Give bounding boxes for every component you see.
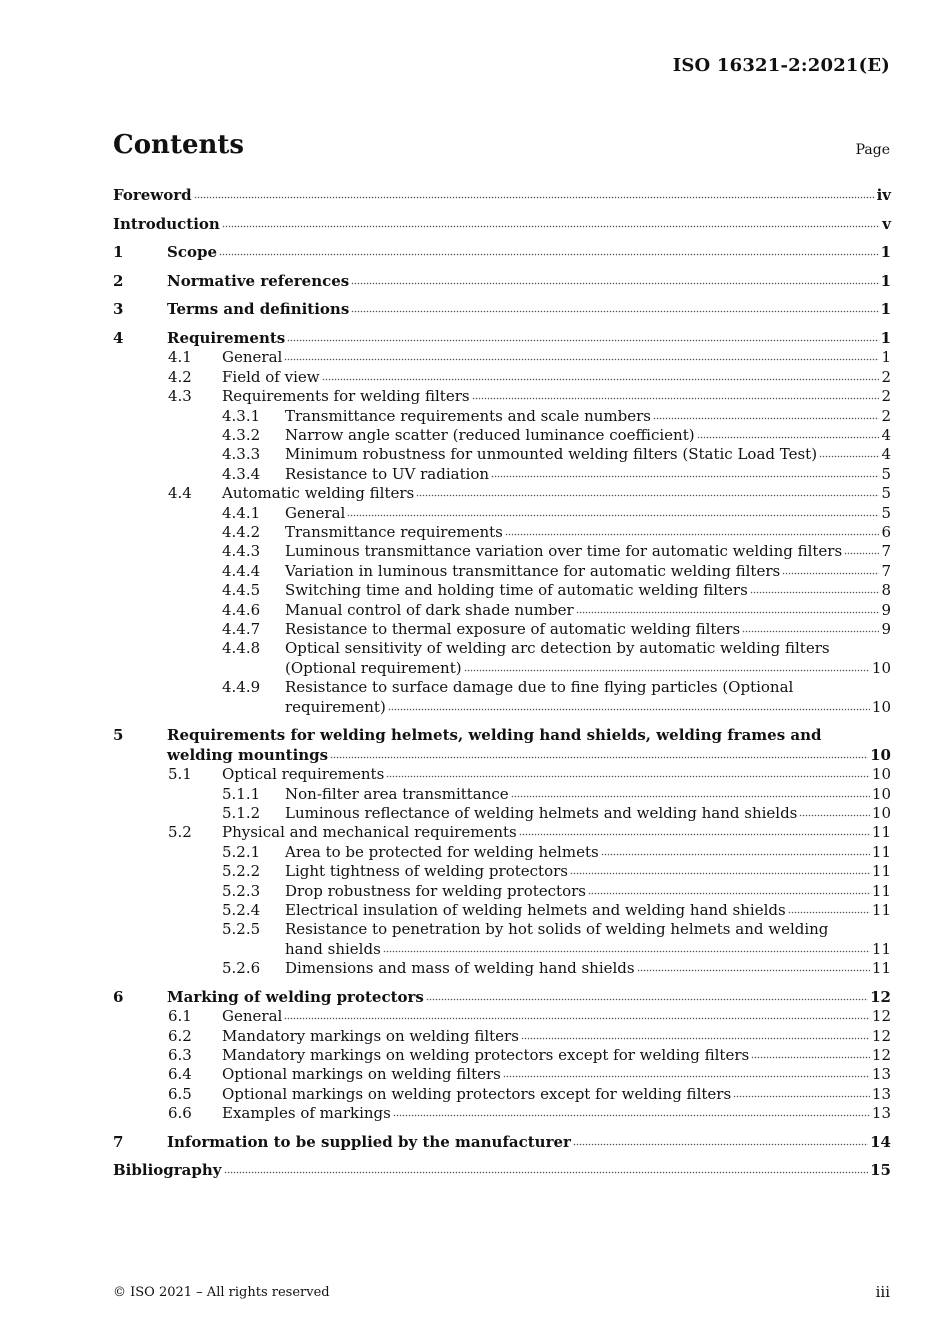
toc-entry-title: Resistance to UV radiation [285,464,490,483]
copyright-notice: © ISO 2021 – All rights reserved [113,1285,330,1300]
toc-entry-page: 5 [881,503,891,522]
toc-entry-title: Narrow angle scatter (reduced luminance coefficient) [285,426,695,444]
toc-entry-number: 4.3.4 [222,464,261,483]
dot-leader [383,950,870,953]
toc-entry-title: Luminous transmittance variation over time for automatic welding filters [285,542,843,561]
toc-entry-page: 12 [871,1026,891,1045]
toc-entry[interactable] [113,620,891,639]
dot-leader [844,552,879,555]
toc-entry-number: 5.2.3 [222,881,261,900]
toc-entry-page: 13 [871,1104,891,1123]
dot-leader [222,225,880,228]
toc-entry-page: iv [876,186,891,204]
toc-entry-number: 4.3 [168,387,192,406]
toc-entry-title: Transmittance requirements and scale numbers [285,406,651,425]
toc-entry[interactable] [113,426,891,445]
dot-leader [573,1143,868,1146]
toc-entry[interactable] [113,300,891,319]
toc-entry[interactable] [113,843,891,862]
toc-entry-title: requirement) [285,697,386,716]
toc-entry-number: 4.4.1 [222,503,261,522]
toc-entry-title: Bibliography [113,1161,222,1180]
toc-entry[interactable] [113,959,891,978]
dot-leader [416,494,879,497]
toc-entry-page: 4 [881,445,891,464]
toc-entry-title-line1: Optical sensitivity of welding arc detection by automatic welding filters [285,639,830,658]
page-column-label: Page [855,142,890,158]
toc-entry-page: 14 [870,1132,891,1151]
toc-entry[interactable] [113,1133,891,1152]
toc-entry-number: 6.5 [168,1084,192,1103]
dot-leader [653,417,879,420]
toc-entry-number: 4.2 [168,367,192,386]
dot-leader [601,853,870,856]
dot-leader [521,1037,870,1040]
toc-entry-number: 3 [113,300,124,319]
toc-entry[interactable] [113,542,891,561]
toc-entry-page: v [882,214,891,233]
toc-entry[interactable] [113,1007,891,1026]
toc-entry-title: Mandatory markings on welding filters [222,1026,519,1045]
page-title: Contents [113,130,245,160]
dot-leader [637,969,870,972]
toc-entry-title: Foreword [113,186,192,204]
toc-entry-number: 4.4.6 [222,600,261,619]
toc-entry-title-line1: Resistance to penetration by hot solids of welding helmets and welding [285,920,829,939]
toc-entry-number: 4.4.7 [222,620,261,639]
dot-leader [347,514,879,517]
dot-leader [742,630,879,633]
toc-entry-page: 11 [871,881,891,900]
toc-entry-number: 5.1.1 [222,784,261,803]
toc-entry[interactable] [113,243,891,262]
toc-entry-page: 11 [871,842,891,861]
toc-entry-title: Variation in luminous transmittance for automatic welding filters [285,561,781,580]
dot-leader [322,378,880,381]
dot-leader [570,872,870,875]
dot-leader [393,1114,870,1117]
toc-entry[interactable] [113,445,891,464]
dot-leader [426,998,868,1001]
toc-entry-title: Physical and mechanical requirements [222,823,517,842]
toc-entry-page: 5 [881,464,891,483]
toc-entry-page: 2 [881,406,891,425]
toc-entry-page: 13 [871,1084,891,1103]
toc-entry-title-line1: Requirements for welding helmets, welding hand shields, welding frames and [167,726,822,745]
toc-entry-page: 11 [871,823,891,842]
dot-leader [819,455,879,458]
toc-entry[interactable] [113,601,891,620]
toc-entry-page: 10 [871,765,891,784]
toc-entry[interactable] [113,882,891,901]
toc-entry-title-line1: Resistance to surface damage due to fine flying particles (Optional [285,678,794,697]
toc-entry-page: 10 [870,745,891,764]
toc-entry-page: 11 [871,900,891,919]
toc-entry-title: Marking of welding protectors [167,987,424,1006]
toc-entry-number: 5.1.2 [222,803,261,822]
toc-entry[interactable] [113,1046,891,1065]
toc-entry[interactable] [113,407,891,426]
toc-entry-number: 6.1 [168,1007,192,1026]
toc-entry[interactable] [113,901,891,920]
dot-leader [750,591,880,594]
toc-entry[interactable] [113,1027,891,1046]
toc-entry[interactable] [113,1104,891,1123]
toc-entry[interactable] [113,504,891,523]
toc-entry-title: Scope [167,243,218,262]
toc-entry-page: 1 [881,348,891,367]
standard-identifier: ISO 16321-2:2021(E) [672,55,890,76]
toc-entry[interactable] [113,523,891,542]
toc-entry-title: Automatic welding filters [222,484,415,503]
toc-entry-title: Electrical insulation of welding helmets and welding hand shields [285,900,786,919]
toc-entry-number: 7 [113,1132,124,1151]
dot-leader [287,339,878,342]
toc-entry-title: hand shields [285,939,381,958]
toc-entry-number: 4.3.2 [222,426,261,444]
toc-entry-title: Optional markings on welding protectors except for welding filters [222,1084,732,1103]
toc-entry[interactable] [113,215,891,234]
toc-entry-number: 5.2.2 [222,862,261,881]
toc-entry-page: 13 [871,1065,891,1084]
dot-leader [503,1075,870,1078]
toc-entry[interactable] [113,1085,891,1104]
toc-entry-number: 5 [113,726,124,745]
dot-leader [351,310,878,313]
toc-entry-number: 5.2 [168,823,192,842]
toc-entry-page: 2 [881,387,891,406]
toc-entry-number: 6.2 [168,1026,192,1045]
toc-entry-page: 11 [871,959,891,978]
dot-leader [733,1095,870,1098]
toc-entry-page: 1 [880,300,891,319]
toc-entry-page: 9 [881,620,891,639]
toc-entry-number: 6 [113,987,124,1006]
dot-leader [588,892,870,895]
toc-entry-title: Terms and definitions [167,300,350,319]
toc-entry-number: 5.2.4 [222,900,261,919]
toc-entry-number: 5.2.5 [222,920,261,939]
dot-leader [351,282,878,285]
toc-entry-title: welding mountings [167,745,329,764]
dot-leader [194,196,875,199]
toc-entry[interactable] [113,465,891,484]
dot-leader [464,669,870,672]
toc-entry[interactable] [113,186,891,205]
dot-leader [505,533,880,536]
dot-leader [472,397,880,400]
table-of-contents [113,186,891,1181]
toc-entry-page: 6 [881,523,891,542]
toc-entry-page: 1 [880,243,891,262]
toc-entry-number: 1 [113,243,124,262]
toc-entry-page: 10 [871,803,891,822]
dot-leader [491,475,879,478]
dot-leader [386,775,870,778]
toc-entry-number: 2 [113,271,124,290]
dot-leader [284,358,879,361]
toc-entry-title: Area to be protected for welding helmets [285,842,599,861]
toc-entry-page: 1 [880,328,891,347]
toc-entry[interactable] [113,484,891,503]
toc-entry-number: 4.4.8 [222,639,261,658]
dot-leader [224,1171,869,1174]
toc-entry-title: Field of view [222,367,320,386]
toc-entry[interactable] [113,765,891,784]
toc-entry[interactable] [113,1161,891,1180]
toc-entry[interactable] [113,639,891,678]
toc-entry-title: Non-filter area transmittance [285,784,509,803]
toc-entry-title: Optical requirements [222,765,385,784]
toc-entry[interactable] [113,823,891,842]
dot-leader [284,1017,870,1020]
toc-entry-number: 4.1 [168,348,192,367]
dot-leader [330,756,868,759]
toc-entry-page: 4 [881,426,891,444]
dot-leader [782,572,879,575]
toc-entry[interactable] [113,988,891,1007]
dot-leader [388,708,870,711]
toc-entry-page: 15 [870,1161,891,1180]
toc-entry-title: Switching time and holding time of automatic welding filters [285,581,748,600]
toc-entry-title: Information to be supplied by the manufacturer [167,1132,571,1151]
toc-entry-number: 5.1 [168,765,192,784]
toc-entry-number: 4.4.4 [222,561,261,580]
toc-entry[interactable] [113,387,891,406]
toc-entry-page: 12 [871,1045,891,1064]
toc-entry[interactable] [113,1065,891,1084]
toc-entry-page: 11 [871,862,891,881]
toc-entry-number: 4.3.3 [222,445,261,464]
toc-entry-title: Introduction [113,214,220,233]
toc-entry-title: Manual control of dark shade number [285,600,574,619]
toc-entry-page: 12 [870,987,891,1006]
toc-entry-title: Examples of markings [222,1104,391,1123]
toc-entry[interactable] [113,272,891,291]
dot-leader [219,253,879,256]
toc-entry-page: 11 [871,939,891,958]
toc-entry[interactable] [113,581,891,600]
toc-entry-title: Normative references [167,271,350,290]
toc-entry-page: 10 [871,658,891,677]
toc-entry-page: 9 [881,600,891,619]
toc-entry[interactable] [113,726,891,765]
dot-leader [511,795,870,798]
toc-entry-number: 4.4.2 [222,523,261,542]
toc-entry-title: Light tightness of welding protectors [285,862,568,881]
toc-entry-page: 8 [881,581,891,600]
dot-leader [799,814,870,817]
toc-entry[interactable] [113,562,891,581]
toc-entry-title: Optional markings on welding filters [222,1065,501,1084]
toc-entry-number: 5.2.6 [222,959,261,978]
toc-entry-page: 12 [871,1007,891,1026]
toc-entry-title: (Optional requirement) [285,658,462,677]
toc-entry[interactable] [113,368,891,387]
toc-entry-number: 4.4.5 [222,581,261,600]
toc-entry-number: 4 [113,328,124,347]
dot-leader [519,833,870,836]
toc-entry-title: Minimum robustness for unmounted welding filters (Static Load Test) [285,445,818,464]
dot-leader [576,611,880,614]
toc-entry[interactable] [113,920,891,959]
toc-entry-page: 10 [871,697,891,716]
toc-entry-title: Requirements [167,328,286,347]
toc-entry-title: Mandatory markings on welding protectors except for welding filters [222,1045,750,1064]
toc-entry-title: Requirements for welding filters [222,387,470,406]
dot-leader [751,1056,870,1059]
toc-entry[interactable] [113,348,891,367]
toc-entry-title: Resistance to thermal exposure of automatic welding filters [285,620,741,639]
toc-entry-title: General [222,348,283,367]
toc-entry-number: 6.3 [168,1045,192,1064]
toc-entry[interactable] [113,804,891,823]
toc-entry[interactable] [113,862,891,881]
toc-entry-page: 1 [880,271,891,290]
toc-entry[interactable] [113,329,891,348]
toc-entry-title: Dimensions and mass of welding hand shields [285,959,635,978]
toc-entry-title: Transmittance requirements [285,523,503,542]
toc-entry-number: 4.4.9 [222,678,261,697]
dot-leader [788,911,870,914]
toc-entry-title: General [222,1007,283,1026]
toc-entry-number: 4.4 [168,484,192,503]
toc-entry[interactable] [113,678,891,717]
toc-entry-number: 4.3.1 [222,406,261,425]
dot-leader [697,436,880,439]
toc-entry-number: 4.4.3 [222,542,261,561]
toc-entry-page: 10 [871,784,891,803]
toc-entry-page: 2 [881,367,891,386]
toc-entry-page: 7 [881,561,891,580]
toc-entry[interactable] [113,785,891,804]
toc-entry-page: 7 [881,542,891,561]
page-number: iii [875,1283,890,1301]
toc-entry-title: General [285,503,346,522]
toc-entry-page: 5 [881,484,891,503]
toc-entry-number: 5.2.1 [222,842,261,861]
toc-entry-number: 6.4 [168,1065,192,1084]
toc-entry-title: Luminous reflectance of welding helmets and welding hand shields [285,803,798,822]
toc-entry-number: 6.6 [168,1104,192,1123]
toc-entry-title: Drop robustness for welding protectors [285,881,586,900]
